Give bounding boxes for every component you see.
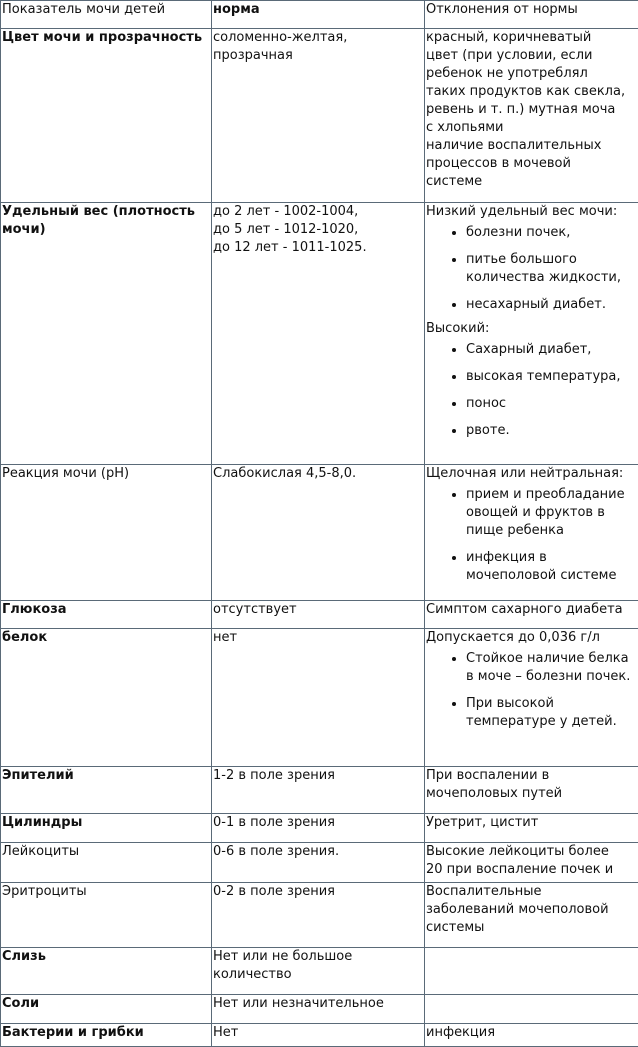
deviation-line: системе <box>426 174 482 189</box>
indicator-name: Эритроциты <box>1 883 212 948</box>
deviation-line: мочеполовых путей <box>426 786 562 801</box>
norm-value <box>212 203 425 465</box>
indicator-name: Лейкоциты <box>1 843 212 883</box>
deviation-line: При воспалении в <box>426 768 549 783</box>
norm-value: 0-6 в поле зрения. <box>212 843 425 883</box>
table-row-glucose <box>1 601 638 629</box>
list-item: • Стойкое наличие белка в моче – болезни почек. <box>466 650 638 686</box>
deviation-line: системы <box>426 920 484 935</box>
table-row-leukocytes <box>1 843 638 883</box>
indicator-name: Удельный вес (плотность мочи) <box>1 203 212 465</box>
indicator-name: Эпителий <box>1 767 212 814</box>
indicator-name: Соли <box>1 995 212 1024</box>
deviation-value <box>425 883 638 948</box>
deviation-value: инфекция <box>425 1024 638 1047</box>
norm-line: до 5 лет - 1012-1020, <box>213 222 358 237</box>
table-row-ph <box>1 465 638 601</box>
norm-value: соломенно-желтая, прозрачная <box>212 29 425 203</box>
list-item: • несахарный диабет. <box>466 296 638 314</box>
deviation-value <box>425 843 638 883</box>
indicator-name: Бактерии и грибки <box>1 1024 212 1047</box>
table-row-protein <box>1 629 638 767</box>
list-item: • питье большого количества жидкости, <box>466 251 638 287</box>
indicator-name: Цилиндры <box>1 814 212 843</box>
table-row-mucus <box>1 948 638 995</box>
list-item: • высокая температура, <box>466 368 638 386</box>
header-deviation: Отклонения от нормы <box>425 1 638 29</box>
deviation-value <box>425 629 638 767</box>
indicator-name: Цвет мочи и прозрачность <box>1 29 212 203</box>
table-row-color <box>1 29 638 203</box>
deviation-line: Воспалительные <box>426 884 542 899</box>
norm-line: до 2 лет - 1002-1004, <box>213 204 358 219</box>
list-item: • понос <box>466 395 638 413</box>
table-row-epithelium <box>1 767 638 814</box>
table-header-row <box>1 1 638 29</box>
deviation-value: Уретрит, цистит <box>425 814 638 843</box>
indicator-name: Глюкоза <box>1 601 212 629</box>
deviation-line: цвет (при условии, если <box>426 48 592 63</box>
deviation-value <box>425 203 638 465</box>
low-density-title: Низкий удельный вес мочи: <box>426 203 638 221</box>
deviation-line: таких продуктов как свекла, <box>426 84 625 99</box>
ph-deviation-list <box>426 486 638 585</box>
norm-line: до 12 лет - 1011-1025. <box>213 240 367 255</box>
indicator-name: Реакция мочи (pH) <box>1 465 212 601</box>
deviation-value <box>425 995 638 1024</box>
high-density-list <box>426 341 638 440</box>
norm-line: количество <box>213 967 292 982</box>
list-item: • болезни почек, <box>466 224 638 242</box>
protein-deviation-list <box>426 650 638 731</box>
table-row-density <box>1 203 638 465</box>
list-item: • Сахарный диабет, <box>466 341 638 359</box>
deviation-line: заболеваний мочеполовой <box>426 902 609 917</box>
deviation-line: процессов в мочевой <box>426 156 571 171</box>
protein-deviation-title: Допускается до 0,036 г/л <box>426 629 638 647</box>
norm-value: Слабокислая 4,5-8,0. <box>212 465 425 601</box>
low-density-list <box>426 224 638 314</box>
high-density-title: Высокий: <box>426 320 638 338</box>
table-row-salts <box>1 995 638 1024</box>
deviation-value <box>425 948 638 995</box>
norm-value <box>212 948 425 995</box>
norm-value: Нет или незначительное <box>212 995 425 1024</box>
norm-value: 1-2 в поле зрения <box>212 767 425 814</box>
table-row-erythrocytes <box>1 883 638 948</box>
deviation-value <box>425 29 638 203</box>
deviation-line: 20 при воспаление почек и <box>426 862 613 877</box>
norm-value: нет <box>212 629 425 767</box>
norm-value: отсутствует <box>212 601 425 629</box>
deviation-value: Симптом сахарного диабета <box>425 601 638 629</box>
ph-deviation-title: Щелочная или нейтральная: <box>426 465 638 483</box>
norm-line: Нет или не большое <box>213 949 352 964</box>
deviation-value <box>425 767 638 814</box>
list-item: • При высокой температуре у детей. <box>466 695 638 731</box>
table-row-cylinders <box>1 814 638 843</box>
deviation-value <box>425 465 638 601</box>
deviation-line: ребенок не употреблял <box>426 66 588 81</box>
norm-value: Нет <box>212 1024 425 1047</box>
deviation-line: красный, коричневатый <box>426 30 591 45</box>
list-item: • рвоте. <box>466 422 638 440</box>
header-norm: норма <box>212 1 425 29</box>
header-indicator: Показатель мочи детей <box>1 1 212 29</box>
deviation-line: ревень и т. п.) мутная моча <box>426 102 615 117</box>
deviation-line: наличие воспалительных <box>426 138 601 153</box>
deviation-line: Высокие лейкоциты более <box>426 844 609 859</box>
list-item: • инфекция в мочеполовой системе <box>466 549 638 585</box>
list-item: • прием и преобладание овощей и фруктов в пище ребенка <box>466 486 638 540</box>
norm-value: 0-1 в поле зрения <box>212 814 425 843</box>
table-row-bacteria <box>1 1024 638 1047</box>
indicator-name: Слизь <box>1 948 212 995</box>
norm-value: 0-2 в поле зрения <box>212 883 425 948</box>
deviation-line: с хлопьями <box>426 120 503 135</box>
indicator-name: белок <box>1 629 212 767</box>
